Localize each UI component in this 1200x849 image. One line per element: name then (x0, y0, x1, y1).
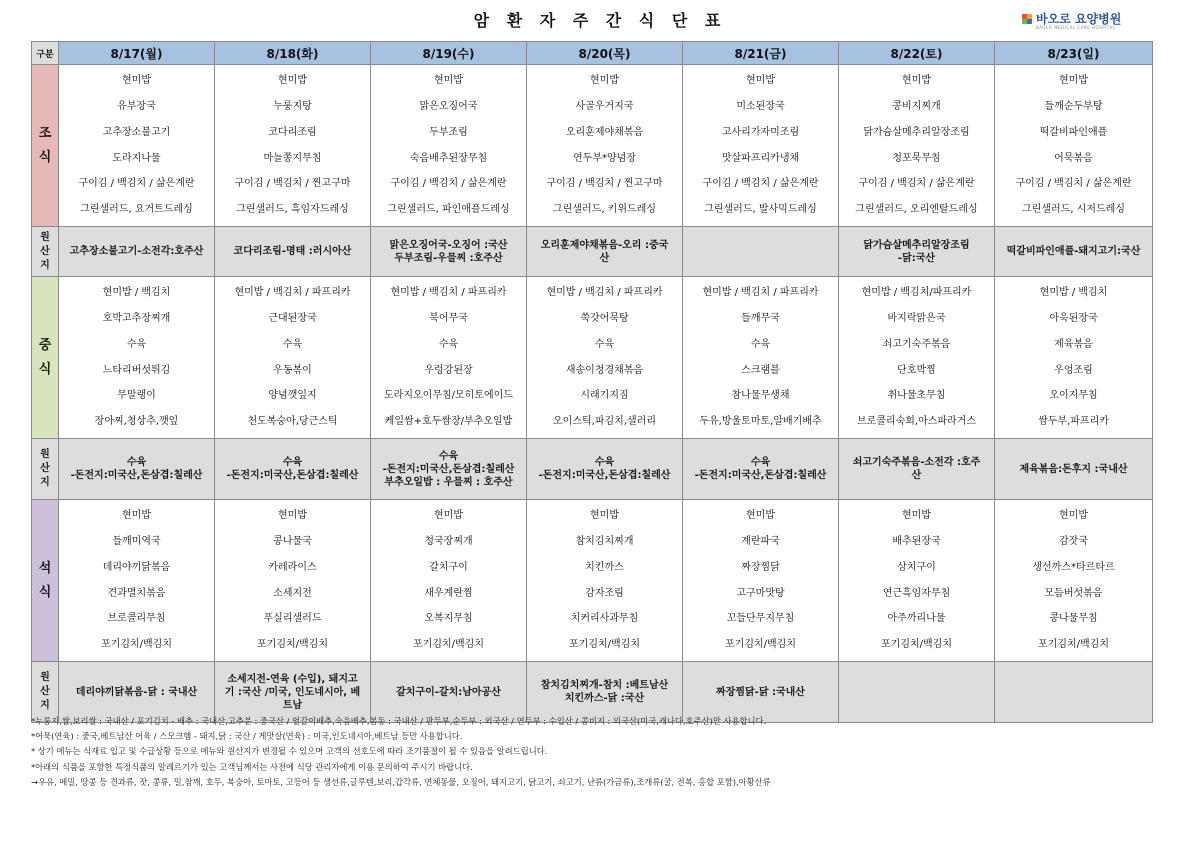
menu-item: 짜장찜닭 (741, 561, 780, 573)
menu-item: 삼치구이 (897, 561, 936, 573)
menu-item: 구이김 / 백김치 / 삶은계란 (1015, 178, 1132, 190)
menu-item: 유부장국 (117, 101, 156, 113)
menu-item: 숙음배추된장무침 (409, 152, 488, 164)
menu-item: 현미밥 (746, 510, 775, 522)
lunch-cell (527, 277, 683, 439)
menu-item: 아욱된장국 (1049, 313, 1098, 325)
day-header: 8/23(일) (995, 42, 1153, 65)
menu-item: 천도복숭아,당근스틱 (247, 415, 338, 427)
menu-item: 현미밥 / 백김치 / 파프리카 (702, 287, 819, 299)
menu-item: 오이스틱,파김치,샐러리 (553, 415, 656, 427)
menu-item: 포기김치/백김치 (413, 638, 484, 650)
menu-item: 쌈두부,파프리카 (1038, 415, 1109, 427)
origin-label (32, 439, 59, 500)
menu-item: 고추장소불고기 (102, 126, 171, 138)
menu-item: 마늘쫑지무침 (263, 152, 322, 164)
hospital-logo (1022, 10, 1122, 30)
menu-item: 현미밥 / 백김치 / 파프리카 (234, 287, 351, 299)
origin-text: 수육 -돈전지:미국산,돈삼겹:칠레산 (538, 457, 671, 481)
menu-item: 콩나물무침 (1049, 613, 1098, 625)
menu-item: 포기김치/백김치 (569, 638, 640, 650)
menu-item: 느타리버섯튀김 (102, 364, 171, 376)
menu-item: 우동볶이 (273, 364, 312, 376)
menu-item: 근대된장국 (268, 313, 317, 325)
lunch-cell (215, 277, 371, 439)
menu-item: 브로콜리숙회,아스파라거스 (856, 415, 977, 427)
menu-item: 현미밥 / 백김치 / 파프리카 (390, 287, 507, 299)
menu-item: 구이김 / 백김치 / 삶은계란 (702, 178, 819, 190)
menu-item: 청포묵무침 (892, 152, 941, 164)
menu-item: 현미밥 / 백김치/파프리카 (861, 287, 972, 299)
origin-cell (995, 439, 1153, 500)
breakfast-cell (59, 65, 215, 227)
menu-item: 그린샐러드, 오리엔탈드레싱 (855, 203, 978, 215)
menu-item: 들깨미역국 (112, 536, 161, 548)
menu-item: 쇠고기숙주볶음 (882, 338, 951, 350)
menu-item: 새우계란찜 (424, 587, 473, 599)
menu-item: 소세지전 (273, 587, 312, 599)
menu-item: 현미밥 (278, 75, 307, 87)
menu-item: 구이김 / 백김치 / 삶은계란 (390, 178, 507, 190)
menu-item: 콩비지찌개 (892, 101, 941, 113)
origin-cell (215, 227, 371, 277)
menu-item: 꼬들단무지무침 (726, 613, 795, 625)
menu-item: 오이지무침 (1049, 390, 1098, 402)
page-title: 암 환 자 주 간 식 단 표 (473, 11, 727, 30)
menu-item: 현미밥 (902, 510, 931, 522)
origin-cell (59, 227, 215, 277)
logo-text: 바오로 요양병원 (1036, 12, 1122, 26)
origin-cell (683, 439, 839, 500)
day-header: 8/19(수) (371, 42, 527, 65)
menu-item: 수육 (750, 338, 771, 350)
menu-item: 도라지나물 (112, 152, 161, 164)
origin-text: 제육볶음:돈후지 :국내산 (1019, 463, 1128, 475)
breakfast_origin-row (32, 227, 1153, 277)
menu-item: 두부조림 (429, 126, 468, 138)
lunch-cell (59, 277, 215, 439)
origin-text: 오리훈제야채볶음-오리 :중국 산 (540, 239, 669, 264)
breakfast-label (32, 65, 59, 227)
menu-item: 참나물무생채 (731, 390, 790, 402)
breakfast-cell (215, 65, 371, 227)
dinner-cell (839, 500, 995, 662)
menu-item: 두유,방울토마토,알배기배추 (699, 415, 822, 427)
menu-item: 양념깻잎지 (268, 390, 317, 402)
origin-label (32, 227, 59, 277)
menu-item: 현미밥 (1059, 510, 1088, 522)
note-line: *누룽지,쌀,보리쌀 : 국내산 / 포기김치 - 배추 : 국내산,고추분 : 중국산 / 얼갈이배추,숙음배추,봄동 : 국내산 / 판두부,순두부 : 외국산 / 연두부 : 수입산 / 콩비지 : 외국산(미국,캐나다,호주산)만 사용합니다. (31, 716, 767, 726)
menu-item: 그린샐러드, 키위드레싱 (553, 203, 656, 215)
menu-item: 새송이청경채볶음 (565, 364, 644, 376)
menu-item: 수육 (126, 338, 147, 350)
menu-item: 닭가슴살메추리알장조림 (863, 126, 970, 138)
menu-item: 감자조림 (585, 587, 624, 599)
menu-item: 구이김 / 백김치 / 찐고구마 (546, 178, 663, 190)
menu-item: 호박고추장찌개 (102, 313, 171, 325)
origin-text: 참치김치찌개-참치 :베트남산 치킨까스-닭 :국산 (540, 680, 669, 704)
breakfast-cell (839, 65, 995, 227)
menu-item: 구이김 / 백김치 / 삶은계란 (858, 178, 975, 190)
menu-item: 포기김치/백김치 (1038, 638, 1109, 650)
origin-text: 쇠고기숙주볶음-소전각 :호주 산 (852, 457, 981, 481)
menu-item: 현미밥 (278, 510, 307, 522)
menu-item: 배추된장국 (892, 536, 941, 548)
menu-item: 어묵볶음 (1054, 152, 1093, 164)
day-header: 8/22(토) (839, 42, 995, 65)
menu-item: 그린샐러드, 시저드레싱 (1022, 203, 1125, 215)
origin-text: 고추장소불고기-소전각:호주산 (69, 246, 204, 257)
menu-item: 맛살파프리카냉채 (721, 152, 800, 164)
origin-text: 코다리조림-명태 :러시아산 (233, 246, 352, 257)
breakfast-cell (683, 65, 839, 227)
origin-cell (371, 439, 527, 500)
origin-cell (527, 227, 683, 277)
origin-text: 갈치구이-갈치:남아공산 (396, 686, 501, 698)
menu-item: 스크램블 (741, 364, 780, 376)
origin-label-text: 원 산 지 (40, 672, 50, 711)
menu-item: 미소된장국 (736, 101, 785, 113)
menu-item: 취나물초무침 (887, 390, 946, 402)
menu-item: 그린샐러드, 파인애플드레싱 (387, 203, 510, 215)
menu-item: 현미밥 (746, 75, 775, 87)
dinner-cell (527, 500, 683, 662)
origin-cell (839, 227, 995, 277)
menu-item: 도라지오이무침/모히토에이드 (384, 390, 513, 402)
menu-item: 수육 (438, 338, 459, 350)
menu-item: 견과멸치볶음 (107, 587, 166, 599)
menu-item: 시래기지짐 (580, 390, 629, 402)
menu-item: 연두부*양념장 (573, 152, 636, 164)
breakfast-cell (527, 65, 683, 227)
menu-item: 떡갈비파인애플 (1039, 126, 1108, 138)
lunch-row (32, 277, 1153, 439)
dinner-label-text: 석 식 (38, 560, 52, 600)
note-line: *아래의 식품을 포함한 특정식품의 알레르기가 있는 고객님께서는 사전에 식당 관리자에게 이용 문의하여 주시기 바랍니다. (31, 761, 473, 772)
dinner-row (32, 500, 1153, 662)
breakfast-row (32, 65, 1153, 227)
menu-item: 청국장찌개 (424, 536, 473, 548)
breakfast-label-text: 조 식 (38, 125, 52, 165)
menu-item: 포기김치/백김치 (101, 638, 172, 650)
origin-label-text: 원 산 지 (40, 231, 50, 271)
note-line: * 상기 메뉴는 식재료 입고 및 수급상황 등으로 메뉴와 원산지가 변경될 수 있으며 고객의 선호도에 따라 조기품절이 될 수 있음을 알려드립니다. (31, 746, 548, 757)
note-line: *어묵(연육) : 중국,베트남산 어육 / 스모크햄 - 돼지,닭 : 국산 / 게맛살(연육) : 미국,인도네시아,베트남 등만 사용합니다. (31, 731, 463, 742)
menu-item: 현미밥 (434, 510, 463, 522)
origin-text: 짜장찜닭-닭 :국내산 (716, 686, 805, 698)
origin-cell (839, 439, 995, 500)
menu-item: 오복지무침 (424, 613, 473, 625)
origin-text: 맑은오징어국-오징어 :국산 두부조림-우믈찌 :호주산 (389, 239, 508, 264)
menu-item: 포기김치/백김치 (881, 638, 952, 650)
menu-item: 포기김치/백김치 (725, 638, 796, 650)
menu-item: 치킨까스 (585, 561, 624, 573)
corner-label: 구분 (32, 42, 59, 65)
menu-item: 쑥갓어묵탕 (580, 313, 629, 325)
menu-item: 사골우거지국 (575, 101, 634, 113)
menu-item: 코다리조림 (268, 126, 317, 138)
breakfast-cell (995, 65, 1153, 227)
menu-item: 그린샐러드, 요거트드레싱 (80, 203, 193, 215)
menu-item: 무말랭이 (117, 390, 156, 402)
menu-item: 누룽지탕 (273, 101, 312, 113)
origin-cell (683, 227, 839, 277)
weekly-menu-table (31, 41, 1153, 723)
lunch-cell (839, 277, 995, 439)
menu-item: 제육볶음 (1054, 338, 1093, 350)
menu-item: 단호박찜 (897, 364, 936, 376)
dinner-cell (683, 500, 839, 662)
menu-item: 그린샐러드, 발사믹드레싱 (704, 203, 817, 215)
menu-item: 치커리사과무침 (570, 613, 639, 625)
menu-item: 현미밥 (590, 75, 619, 87)
menu-item: 수육 (282, 338, 303, 350)
menu-item: 구이김 / 백김치 / 찐고구마 (234, 178, 351, 190)
menu-item: 구이김 / 백김치 / 삶은계란 (78, 178, 195, 190)
notes-section (31, 714, 1171, 790)
menu-item: 모듬버섯볶음 (1044, 587, 1103, 599)
menu-item: 현미밥 (1059, 75, 1088, 87)
menu-item: 연근흑임자무침 (882, 587, 951, 599)
menu-item: 맑은오징어국 (419, 101, 478, 113)
day-header: 8/21(금) (683, 42, 839, 65)
menu-item: 오리훈제야채볶음 (565, 126, 644, 138)
origin-text: 수육 -돈전지:미국산,돈삼겹:칠레산 (694, 457, 827, 481)
menu-item: 아주까리나물 (887, 613, 946, 625)
lunch_origin-row (32, 439, 1153, 500)
origin-cell (371, 227, 527, 277)
menu-item: 들깨순두부탕 (1044, 101, 1103, 113)
dinner-cell (371, 500, 527, 662)
menu-item: 현미밥 (122, 510, 151, 522)
menu-item: 생선까스*타르타르 (1032, 561, 1115, 573)
lunch-label (32, 277, 59, 439)
menu-item: 푸실리샐러드 (263, 613, 322, 625)
menu-item: 데리야끼닭볶음 (102, 561, 171, 573)
menu-item: 현미밥 / 백김치 / 파프리카 (546, 287, 663, 299)
menu-item: 브로콜리무침 (107, 613, 166, 625)
origin-cell (527, 439, 683, 500)
menu-item: 케일쌈+호두쌈장/부추오일밥 (384, 415, 513, 427)
lunch-cell (371, 277, 527, 439)
origin-cell (995, 227, 1153, 277)
dinner-cell (59, 500, 215, 662)
origin-cell (215, 439, 371, 500)
day-header: 8/18(화) (215, 42, 371, 65)
origin-text: 수육 -돈전지:미국산,돈삼겹:칠레산 부추오일밥 : 우믈찌 : 호주산 (382, 450, 515, 488)
menu-item: 우엉조림 (1054, 364, 1093, 376)
menu-item: 현미밥 (590, 510, 619, 522)
menu-item: 현미밥 / 백김치 (102, 287, 171, 299)
menu-item: 우렁강된장 (424, 364, 473, 376)
header-row (32, 42, 1153, 65)
menu-item: 포기김치/백김치 (257, 638, 328, 650)
origin-label-text: 원 산 지 (40, 449, 50, 488)
breakfast-cell (371, 65, 527, 227)
menu-item: 현미밥 (434, 75, 463, 87)
menu-item: 고구마맛탕 (736, 587, 785, 599)
lunch-cell (683, 277, 839, 439)
day-header: 8/17(월) (59, 42, 215, 65)
menu-item: 현미밥 (902, 75, 931, 87)
dinner-cell (995, 500, 1153, 662)
origin-text: 떡갈비파인애플-돼지고기:국산 (1006, 246, 1141, 257)
menu-item: 장아찌,청상추,깻잎 (94, 415, 179, 427)
menu-item: 바지락맑은국 (887, 313, 946, 325)
origin-text: 수육 -돈전지:미국산,돈삼겹:칠레산 (70, 457, 203, 481)
menu-item: 수육 (594, 338, 615, 350)
menu-item: 감잣국 (1059, 536, 1088, 548)
origin-text: 소세지전-연육 (수입), 돼지고 기 :국산 /미국, 인도네시아, 베 트남 (224, 673, 361, 711)
logo-mark-icon (1022, 14, 1032, 24)
lunch-label-text: 중 식 (38, 337, 52, 377)
menu-item: 참치김치찌개 (575, 536, 634, 548)
dinner-label (32, 500, 59, 662)
origin-cell (59, 439, 215, 500)
menu-item: 갈치구이 (429, 561, 468, 573)
origin-text: 닭가슴살메추리알장조림 -닭:국산 (863, 239, 970, 264)
lunch-cell (995, 277, 1153, 439)
menu-item: 계란파국 (741, 536, 780, 548)
day-header: 8/20(목) (527, 42, 683, 65)
menu-item: 그린샐러드, 흑임자드레싱 (236, 203, 349, 215)
origin-text: 수육 -돈전지:미국산,돈삼겹:칠레산 (226, 457, 359, 481)
menu-item: 현미밥 / 백김치 (1039, 287, 1108, 299)
menu-item: 들깨무국 (741, 313, 780, 325)
logo-subtext: BAOLO MEDICAL CARE HOSPITAL (1036, 25, 1116, 30)
menu-item: 고사리가자미조림 (721, 126, 800, 138)
origin-text: 데리야끼닭볶음-닭 : 국내산 (75, 686, 198, 698)
dinner-cell (215, 500, 371, 662)
menu-item: 콩나물국 (273, 536, 312, 548)
menu-item: 북어무국 (429, 313, 468, 325)
note-line: →우유, 메밀, 땅콩 등 견과류, 잣, 콩류, 밀,참깨, 호두, 복숭아, 토마토, 고등어 등 생선류,글루텐,보리,갑각류, 연체동물, 오징어, 돼지고기, 닭고기, 쇠고기, 난류(가금류),조개류(굴, 전복, 홍합 포함),아황산류 (31, 776, 771, 787)
menu-item: 현미밥 (122, 75, 151, 87)
menu-item: 카레라이스 (268, 561, 317, 573)
